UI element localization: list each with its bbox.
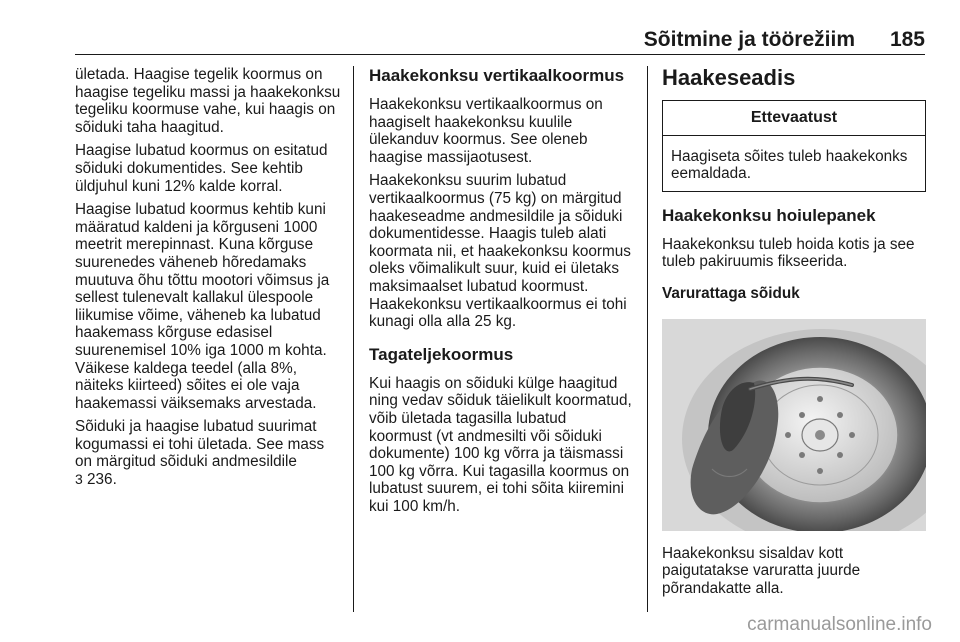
- illustration-caption: Haakekonksu sisaldav kott paigutatakse varuratta juurde põrandakatte alla.: [662, 544, 861, 597]
- column-divider-2: [647, 66, 648, 612]
- heading-rear-axle-load: Tagateljekoormus: [369, 344, 514, 364]
- page-reference-link[interactable]: 236.: [87, 471, 117, 489]
- paragraph: [75, 418, 345, 488]
- paragraph: Haakekonksu tuleb hoida kotis ja see tuleb pakiruumis fikseerida.: [662, 235, 915, 271]
- caution-box: [662, 100, 926, 192]
- paragraph: Haakekonksu suurim lubatud vertikaalkoormus (75 kg) on märgitud haakeseadme andmesildile ja sõiduki dokumentidesse. Haagis tuleb alati koormata nii, et haakekonksu koormus oleks võimalikult suur, kuid ei ületaks maksimaalset lubatud koormust. Haakekonksu vertikaalkoormus ei tohi kunagi olla alla 25 kg.: [369, 172, 631, 331]
- page-number: 185: [889, 28, 925, 51]
- spare-wheel-illustration: [662, 319, 926, 531]
- section-title: Sõitmine ja töörežiim: [643, 28, 855, 51]
- column-2: [369, 66, 633, 521]
- caution-title: Ettevaatust: [663, 101, 925, 136]
- paragraph: Haagise lubatud koormus on esitatud sõiduki dokumentides. See kehtib üldjuhul kuni 12% kalde korral.: [75, 142, 328, 195]
- paragraph: Haakekonksu vertikaalkoormus on haagiselt haakekonksu kuulile ülekanduv koormus. See oleneb haagise massijaotusest.: [369, 96, 603, 166]
- watermark: carmanualsonline.info: [747, 614, 932, 635]
- column-3: [662, 66, 926, 603]
- caution-text: Haagiseta sõites tuleb haakekonks eemaldada.: [671, 147, 908, 183]
- paragraph: Haagise lubatud koormus kehtib kuni määratud kaldeni ja kõrguseni 1000 meetrit merepinnast. Kuna kõrguse suurenedes väheneb hõredamaks muutuva õhu tõttu mootori võimsus ja sellest tulenevalt kallakul ülespoole liikumise võime, väheneb ka lubatud haakemass kõrguse edasisel suurenemisel 10% iga 1000 m kohta. Väikese kaldega teedel (alla 8%, näiteks kiirteed) sõites ei ole vaja haakemassi väiksemaks arvestada.: [75, 201, 330, 412]
- spare-wheel-label: Varurattaga sõiduk: [662, 284, 800, 302]
- page-header: [75, 28, 925, 55]
- heading-towing-device: Haakeseadis: [662, 65, 796, 90]
- column-divider-1: [353, 66, 354, 612]
- heading-vertical-load: Haakekonksu vertikaalkoormus: [369, 66, 625, 85]
- heading-storage: Haakekonksu hoiulepanek: [662, 205, 876, 225]
- paragraph: Kui haagis on sõiduki külge haagitud ning vedav sõiduk täielikult koormatud, võib ületada tagasilla lubatud koormust (vt andmesilti või sõiduki dokumente) 100 kg võrra ja täismassi 100 kg võrra. Kui tagasilla koormus on lubatust suurem, ei tohi sõita kiiremini kui 100 km/h.: [369, 374, 632, 515]
- paragraph: ületada. Haagise tegelik koormus on haagise tegeliku massi ja haakekonksu tegeliku koormuse vahe, kui haagis on sõiduki taha haagitud.: [75, 66, 341, 136]
- page-reference-icon: 3: [75, 471, 83, 488]
- column-1: [75, 66, 345, 495]
- paragraph-text: Sõiduki ja haagise lubatud suurimat kogumassi ei tohi ületada. See mass on märgitud sõiduki andmesildile: [75, 418, 325, 471]
